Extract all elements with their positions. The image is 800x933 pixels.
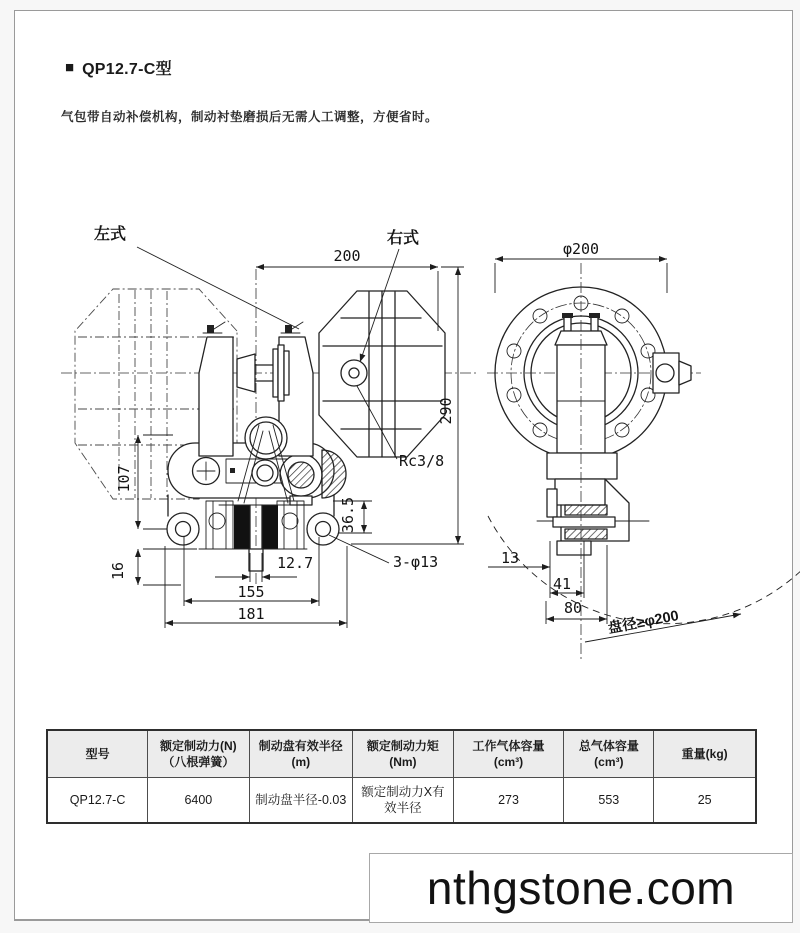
header-model: 型号 (47, 730, 148, 778)
dim-41: 41 (553, 575, 572, 593)
dim-107: 107 (115, 465, 133, 493)
header-disc-radius: 制动盘有效半径 (m) (249, 730, 353, 778)
dim-181: 181 (237, 605, 265, 623)
cell-rated-torque: 额定制动力X有效半径 (353, 778, 454, 824)
dim-36-5: 36.5 (339, 496, 357, 534)
cell-weight: 25 (654, 778, 756, 824)
dim-16: 16 (109, 561, 127, 581)
title-square-marker: ■ (65, 59, 75, 76)
spec-data-row (47, 778, 756, 824)
cell-disc-radius: 制动盘半径-0.03 (249, 778, 353, 824)
mount-holes-label: 3-φ13 (393, 553, 439, 571)
left-type-label: 左式 (94, 226, 127, 243)
dim-200: 200 (333, 247, 361, 265)
right-type-label: 右式 (387, 230, 420, 247)
header-weight: 重量(kg) (654, 730, 756, 778)
dim-12-7: 12.7 (277, 554, 314, 572)
cell-total-gas: 553 (564, 778, 654, 824)
left-type-leader (137, 247, 299, 329)
engineering-drawing (41, 211, 800, 681)
disc-arc (488, 516, 800, 624)
port-thread-label: Rc3/8 (399, 452, 445, 470)
header-total-gas: 总气体容量 (cm³) (564, 730, 654, 778)
header-rated-force: 额定制动力(N) （八根弹簧） (148, 730, 249, 778)
header-working-gas: 工作气体容量 (cm³) (453, 730, 564, 778)
flange-view (487, 240, 800, 659)
flange-dimensions (488, 259, 741, 642)
disc-diameter-note: 盘径≥φ200 (606, 608, 681, 637)
cell-model: QP12.7-C (47, 778, 148, 824)
dim-13: 13 (501, 549, 520, 567)
document-card (14, 10, 793, 921)
spec-table (46, 729, 757, 824)
spec-header-row (47, 730, 756, 778)
main-view (61, 224, 476, 628)
section-title (65, 56, 172, 79)
header-rated-torque: 额定制动力矩 (Nm) (353, 730, 454, 778)
dim-155: 155 (237, 583, 265, 601)
product-description: 气包带自动补偿机构，制动衬垫磨损后无需人工调整，方便省时。 (61, 110, 439, 124)
dim-flange-diameter: φ200 (562, 240, 600, 258)
site-watermark: nthgstone.com (369, 853, 793, 923)
dim-290: 290 (437, 397, 455, 425)
cell-working-gas: 273 (453, 778, 564, 824)
cell-rated-force: 6400 (148, 778, 249, 824)
dim-80: 80 (564, 599, 583, 617)
model-title: QP12.7-C型 (82, 61, 172, 78)
